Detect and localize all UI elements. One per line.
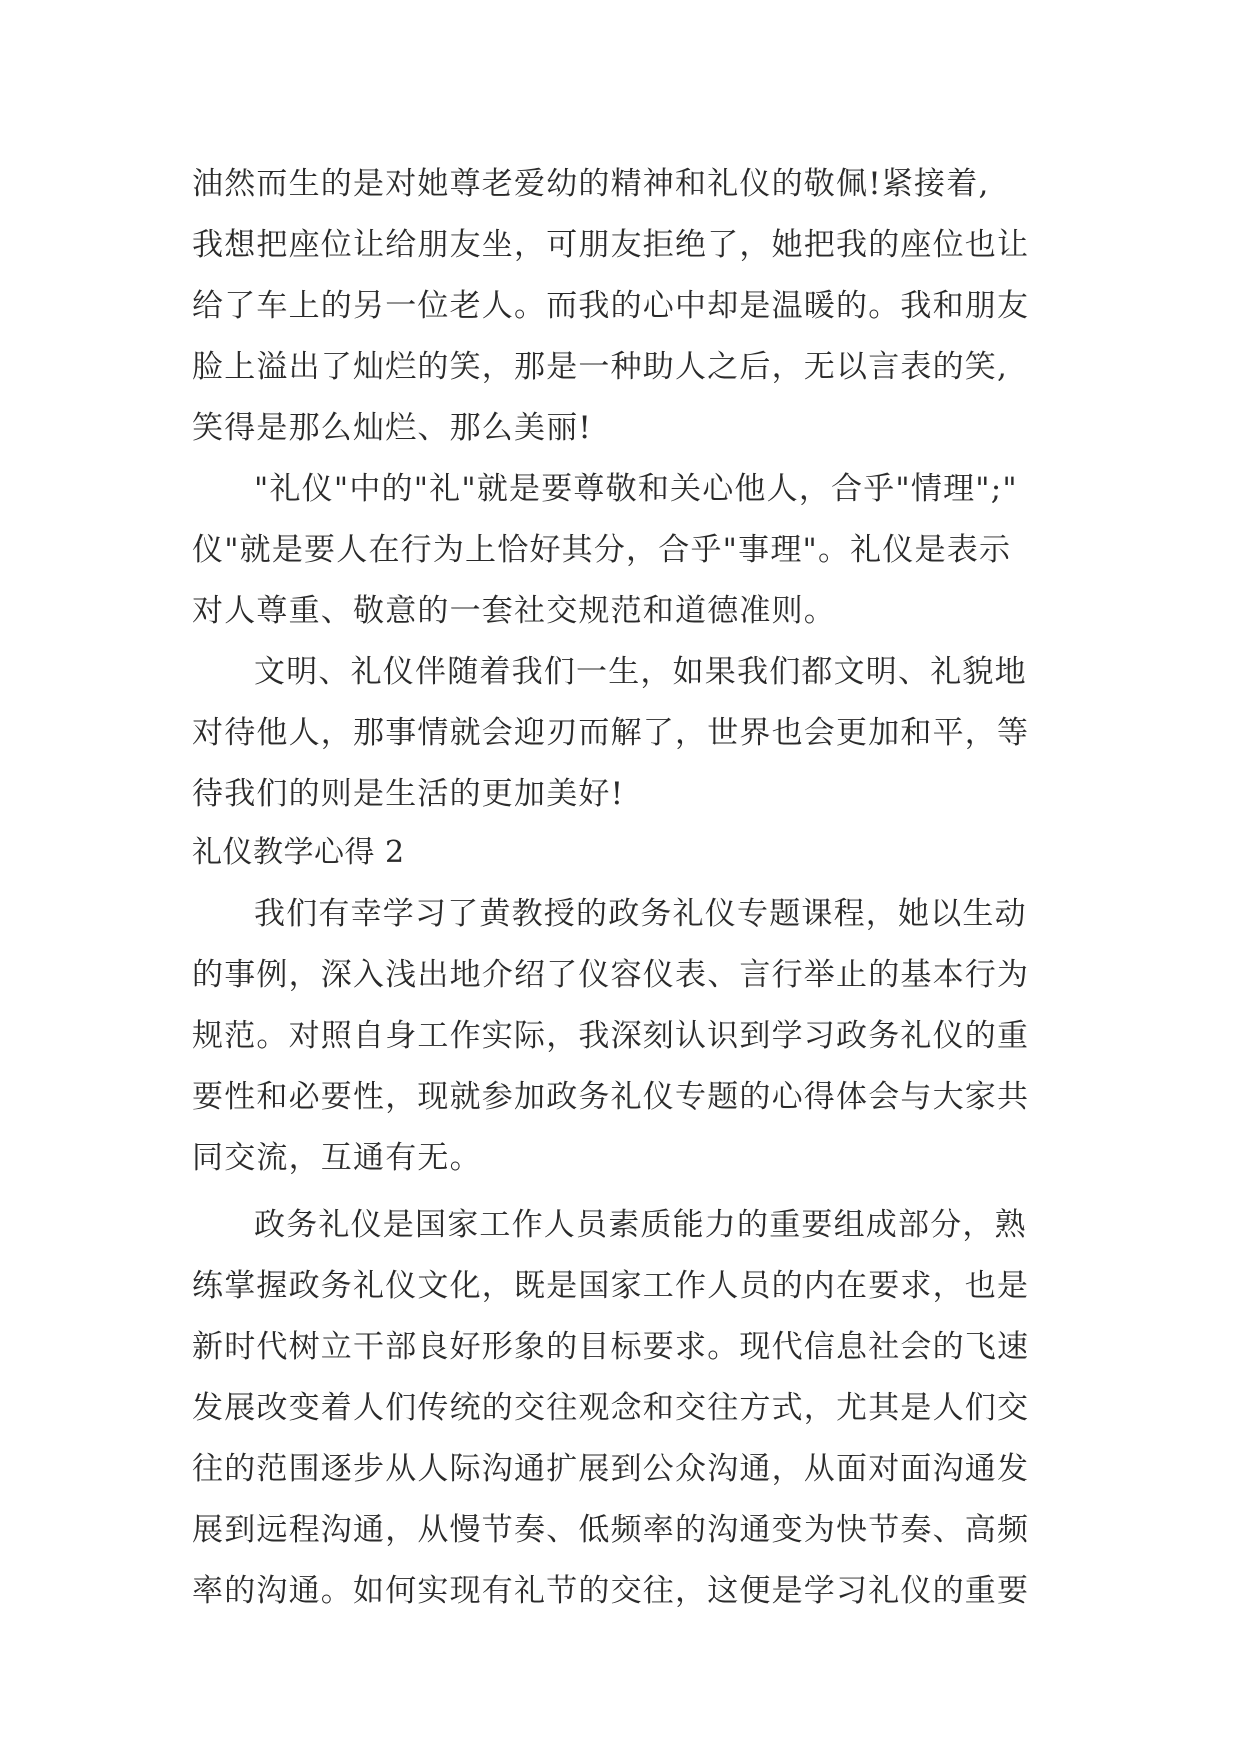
paragraph-line: 的事例，深入浅出地介绍了仪容仪表、言行举止的基本行为 — [192, 957, 1030, 993]
paragraph-line: 文明、礼仪伴随着我们一生，如果我们都文明、礼貌地 — [254, 654, 1027, 690]
paragraph-line: 政务礼仪是国家工作人员素质能力的重要组成部分，熟 — [254, 1207, 1027, 1243]
paragraph-line: 练掌握政务礼仪文化，既是国家工作人员的内在要求，也是 — [192, 1268, 1030, 1304]
paragraph-line: 展到远程沟通，从慢节奏、低频率的沟通变为快节奏、高频 — [192, 1512, 1030, 1548]
paragraph-line: 待我们的则是生活的更加美好! — [192, 776, 625, 812]
paragraph-line: 给了车上的另一位老人。而我的心中却是温暖的。我和朋友 — [192, 288, 1030, 324]
paragraph-line: 发展改变着人们传统的交往观念和交往方式，尤其是人们交 — [192, 1390, 1030, 1426]
paragraph-line: 往的范围逐步从人际沟通扩展到公众沟通，从面对面沟通发 — [192, 1451, 1030, 1487]
paragraph-line: 率的沟通。如何实现有礼节的交往，这便是学习礼仪的重要 — [192, 1573, 1030, 1609]
paragraph-line: 笑得是那么灿烂、那么美丽! — [192, 410, 593, 446]
paragraph-line: 新时代树立干部良好形象的目标要求。现代信息社会的飞速 — [192, 1329, 1030, 1365]
paragraph-line: 脸上溢出了灿烂的笑，那是一种助人之后，无以言表的笑, — [192, 349, 1009, 385]
paragraph-line: 规范。对照自身工作实际，我深刻认识到学习政务礼仪的重 — [192, 1018, 1030, 1054]
paragraph-line: "礼仪"中的"礼"就是要尊敬和关心他人，合乎"情理";" — [254, 471, 1018, 507]
paragraph-line: 我们有幸学习了黄教授的政务礼仪专题课程，她以生动 — [254, 896, 1027, 932]
paragraph-line: 同交流，互通有无。 — [192, 1140, 482, 1176]
paragraph-line: 我想把座位让给朋友坐，可朋友拒绝了，她把我的座位也让 — [192, 227, 1030, 263]
paragraph-line: 对人尊重、敬意的一套社交规范和道德准则。 — [192, 593, 836, 629]
paragraph-line: 要性和必要性，现就参加政务礼仪专题的心得体会与大家共 — [192, 1079, 1030, 1115]
section-heading: 礼仪教学心得 2 — [192, 835, 405, 870]
paragraph-line: 对待他人，那事情就会迎刃而解了，世界也会更加和平，等 — [192, 715, 1030, 751]
paragraph-line: 油然而生的是对她尊老爱幼的精神和礼仪的敬佩!紧接着, — [192, 166, 990, 202]
paragraph-line: 仪"就是要人在行为上恰好其分，合乎"事理"。礼仪是表示 — [192, 532, 1012, 568]
